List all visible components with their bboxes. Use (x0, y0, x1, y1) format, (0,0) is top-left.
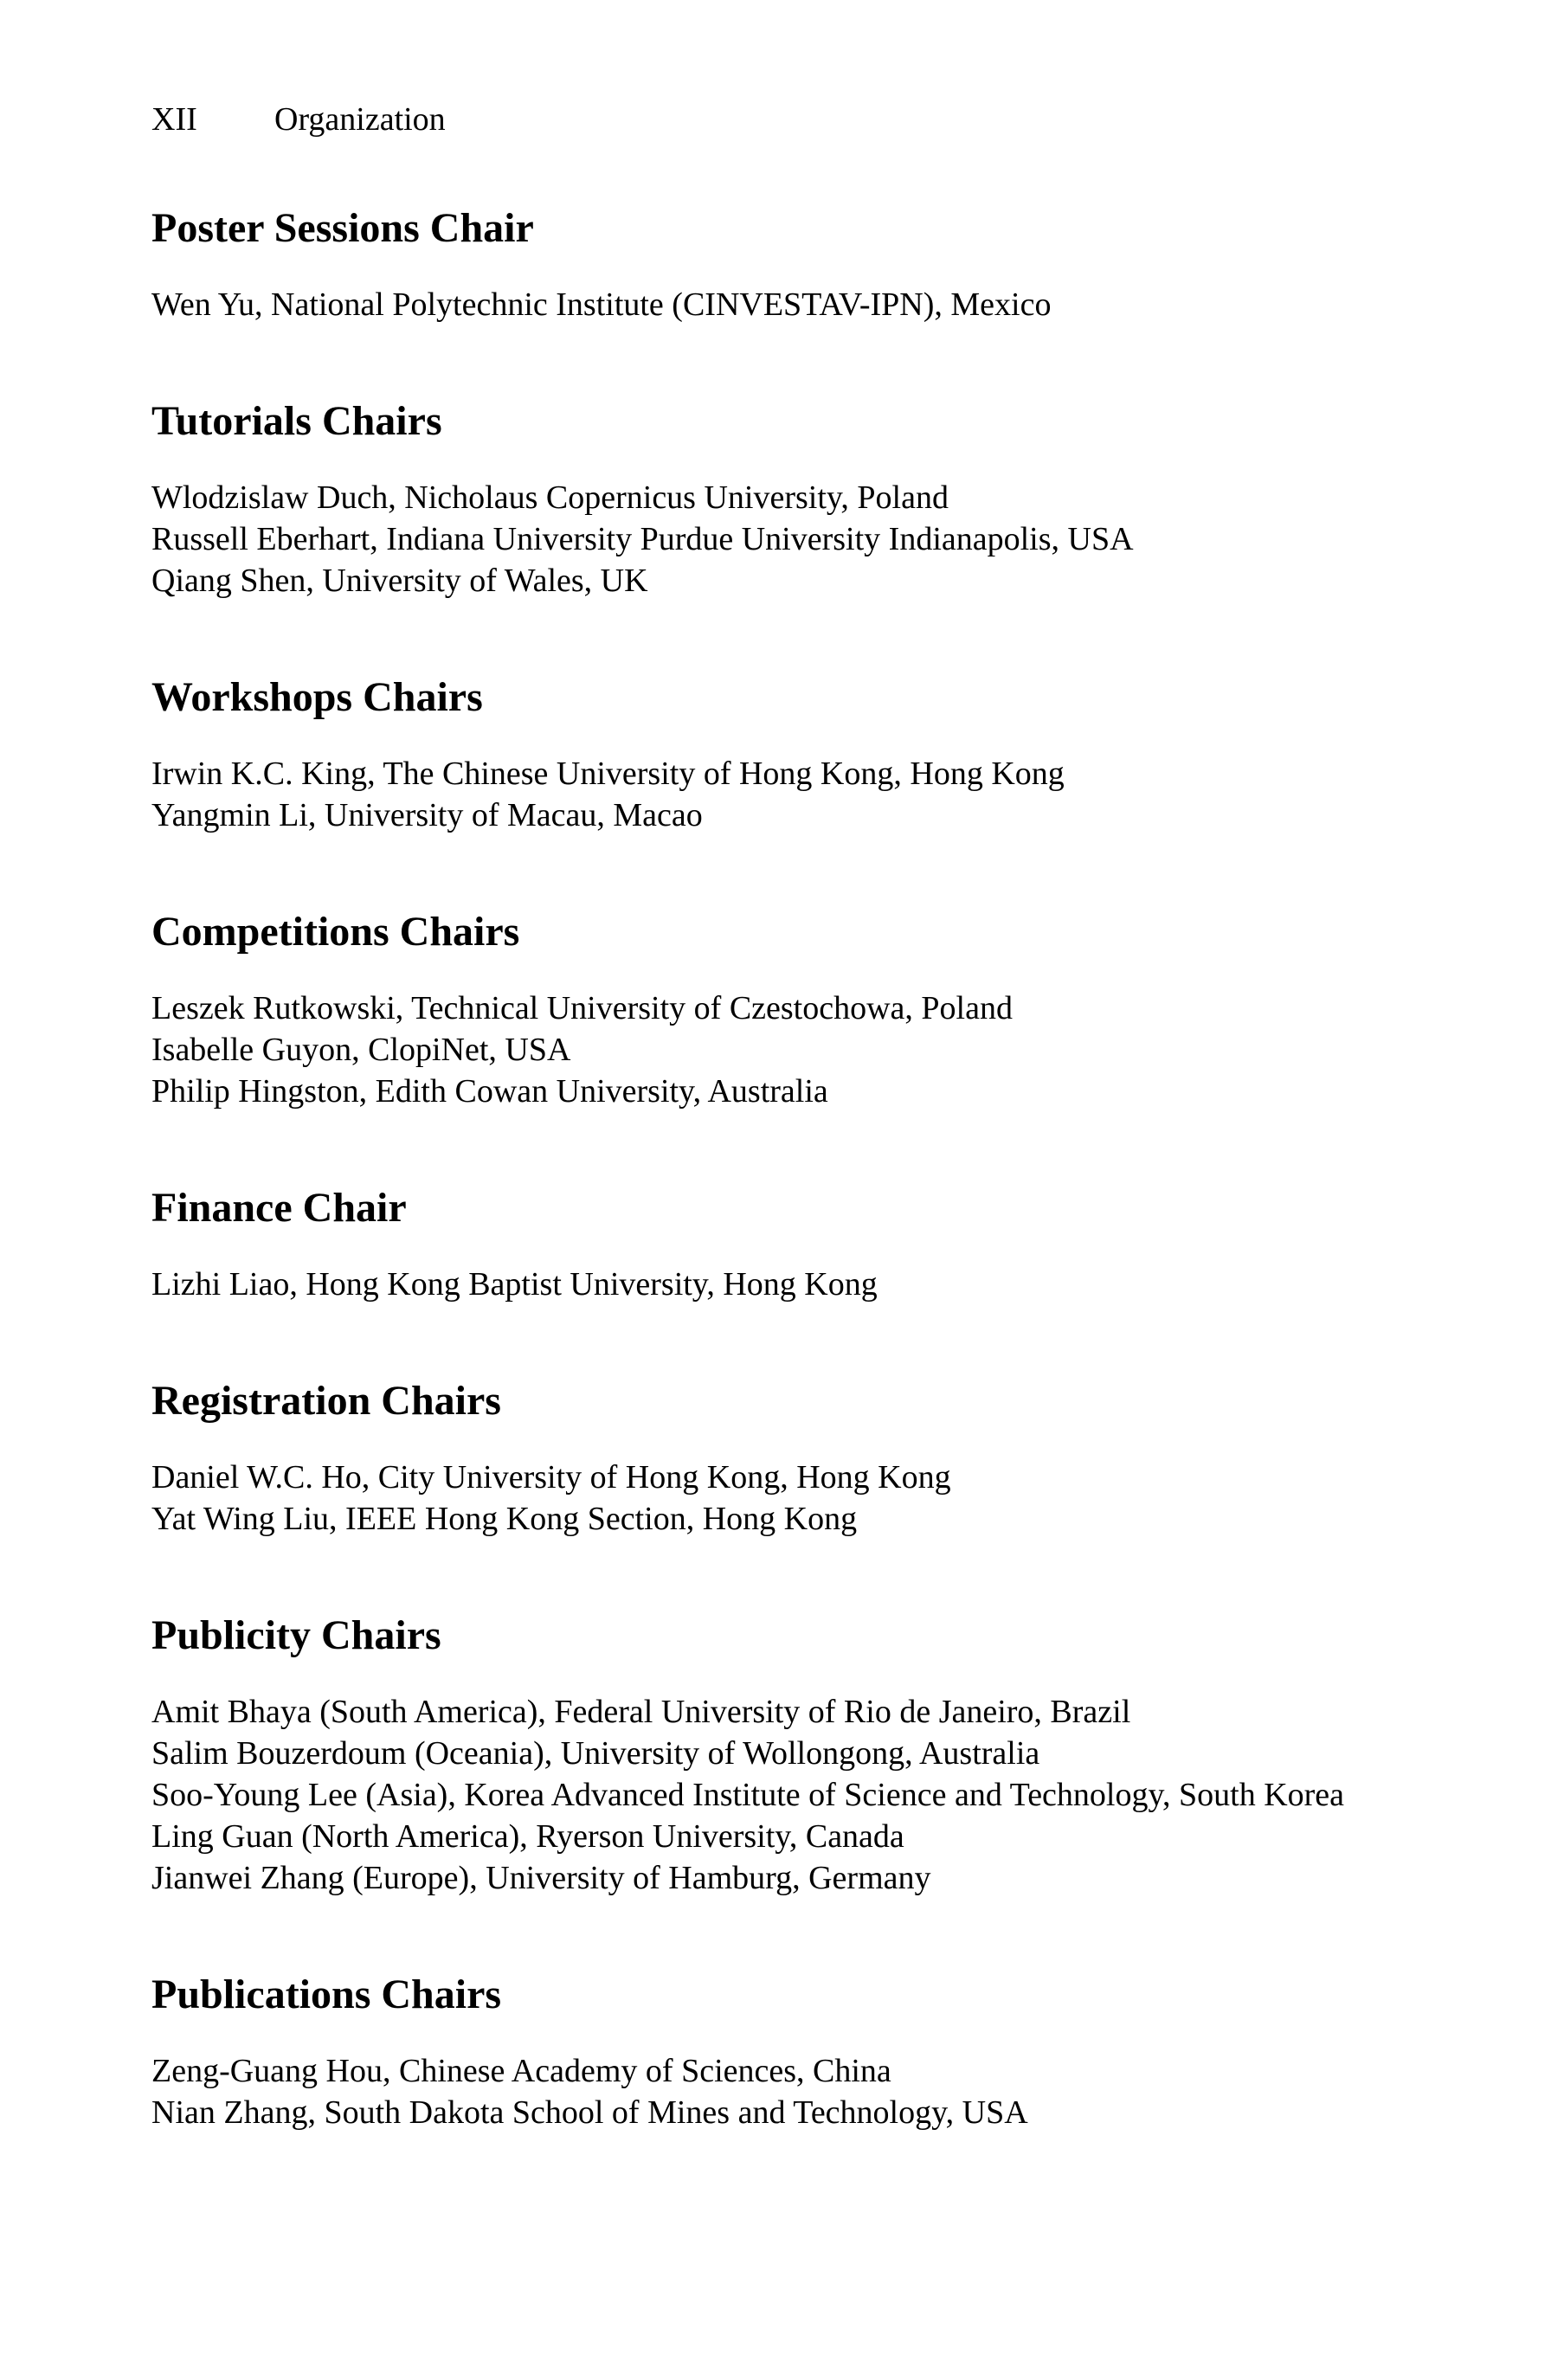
entry-list (151, 477, 1432, 601)
section-title: Finance Chair (151, 1185, 407, 1231)
entry: Lizhi Liao, Hong Kong Baptist University, Hong Kong (151, 1266, 878, 1303)
section-finance (151, 1177, 1432, 1305)
entry: Ling Guan (North America), Ryerson University, Canada (151, 1818, 904, 1855)
section-publicity (151, 1605, 1432, 1899)
entry-list (151, 1264, 1432, 1305)
entry-list (151, 1457, 1432, 1540)
running-head (151, 99, 446, 140)
entry: Salim Bouzerdoum (Oceania), University of Wollongong, Australia (151, 1735, 1040, 1772)
entry-list (151, 1691, 1432, 1899)
entry: Amit Bhaya (South America), Federal University of Rio de Janeiro, Brazil (151, 1694, 1131, 1730)
section-title: Tutorials Chairs (151, 398, 442, 444)
entry: Yat Wing Liu, IEEE Hong Kong Section, Hong Kong (151, 1501, 858, 1537)
entry: Soo-Young Lee (Asia), Korea Advanced Institute of Science and Technology, South Korea (151, 1777, 1345, 1813)
entry: Irwin K.C. King, The Chinese University of Hong Kong, Hong Kong (151, 756, 1065, 792)
section-tutorials (151, 390, 1432, 601)
entry: Nian Zhang, South Dakota School of Mines and Technology, USA (151, 2094, 1028, 2131)
entry: Wen Yu, National Polytechnic Institute (CINVESTAV-IPN), Mexico (151, 286, 1052, 323)
section-title: Competitions Chairs (151, 909, 520, 955)
entry: Yangmin Li, University of Macau, Macao (151, 797, 703, 833)
entry: Qiang Shen, University of Wales, UK (151, 563, 648, 599)
section-title: Registration Chairs (151, 1378, 501, 1424)
running-title: Organization (274, 101, 446, 138)
entry-list (151, 2050, 1432, 2133)
entry-list (151, 753, 1432, 836)
organization-list (151, 197, 1432, 2133)
section-title: Poster Sessions Chair (151, 205, 534, 251)
section-poster-sessions (151, 197, 1432, 325)
section-publications (151, 1964, 1432, 2133)
entry: Zeng-Guang Hou, Chinese Academy of Sciences, China (151, 2053, 891, 2089)
section-competitions (151, 901, 1432, 1112)
entry: Philip Hingston, Edith Cowan University, Australia (151, 1073, 828, 1110)
section-title: Publicity Chairs (151, 1612, 441, 1658)
entry: Daniel W.C. Ho, City University of Hong Kong, Hong Kong (151, 1459, 951, 1496)
section-workshops (151, 666, 1432, 836)
entry-list (151, 987, 1432, 1112)
entry-list (151, 284, 1432, 325)
section-registration (151, 1370, 1432, 1540)
entry: Isabelle Guyon, ClopiNet, USA (151, 1032, 571, 1068)
entry: Leszek Rutkowski, Technical University of Czestochowa, Poland (151, 990, 1013, 1026)
section-title: Publications Chairs (151, 1972, 502, 2017)
entry: Russell Eberhart, Indiana University Purdue University Indianapolis, USA (151, 521, 1134, 557)
entry: Jianwei Zhang (Europe), University of Hamburg, Germany (151, 1860, 931, 1896)
page-number: XII (151, 101, 197, 138)
section-title: Workshops Chairs (151, 674, 483, 720)
entry: Wlodzislaw Duch, Nicholaus Copernicus University, Poland (151, 479, 949, 516)
